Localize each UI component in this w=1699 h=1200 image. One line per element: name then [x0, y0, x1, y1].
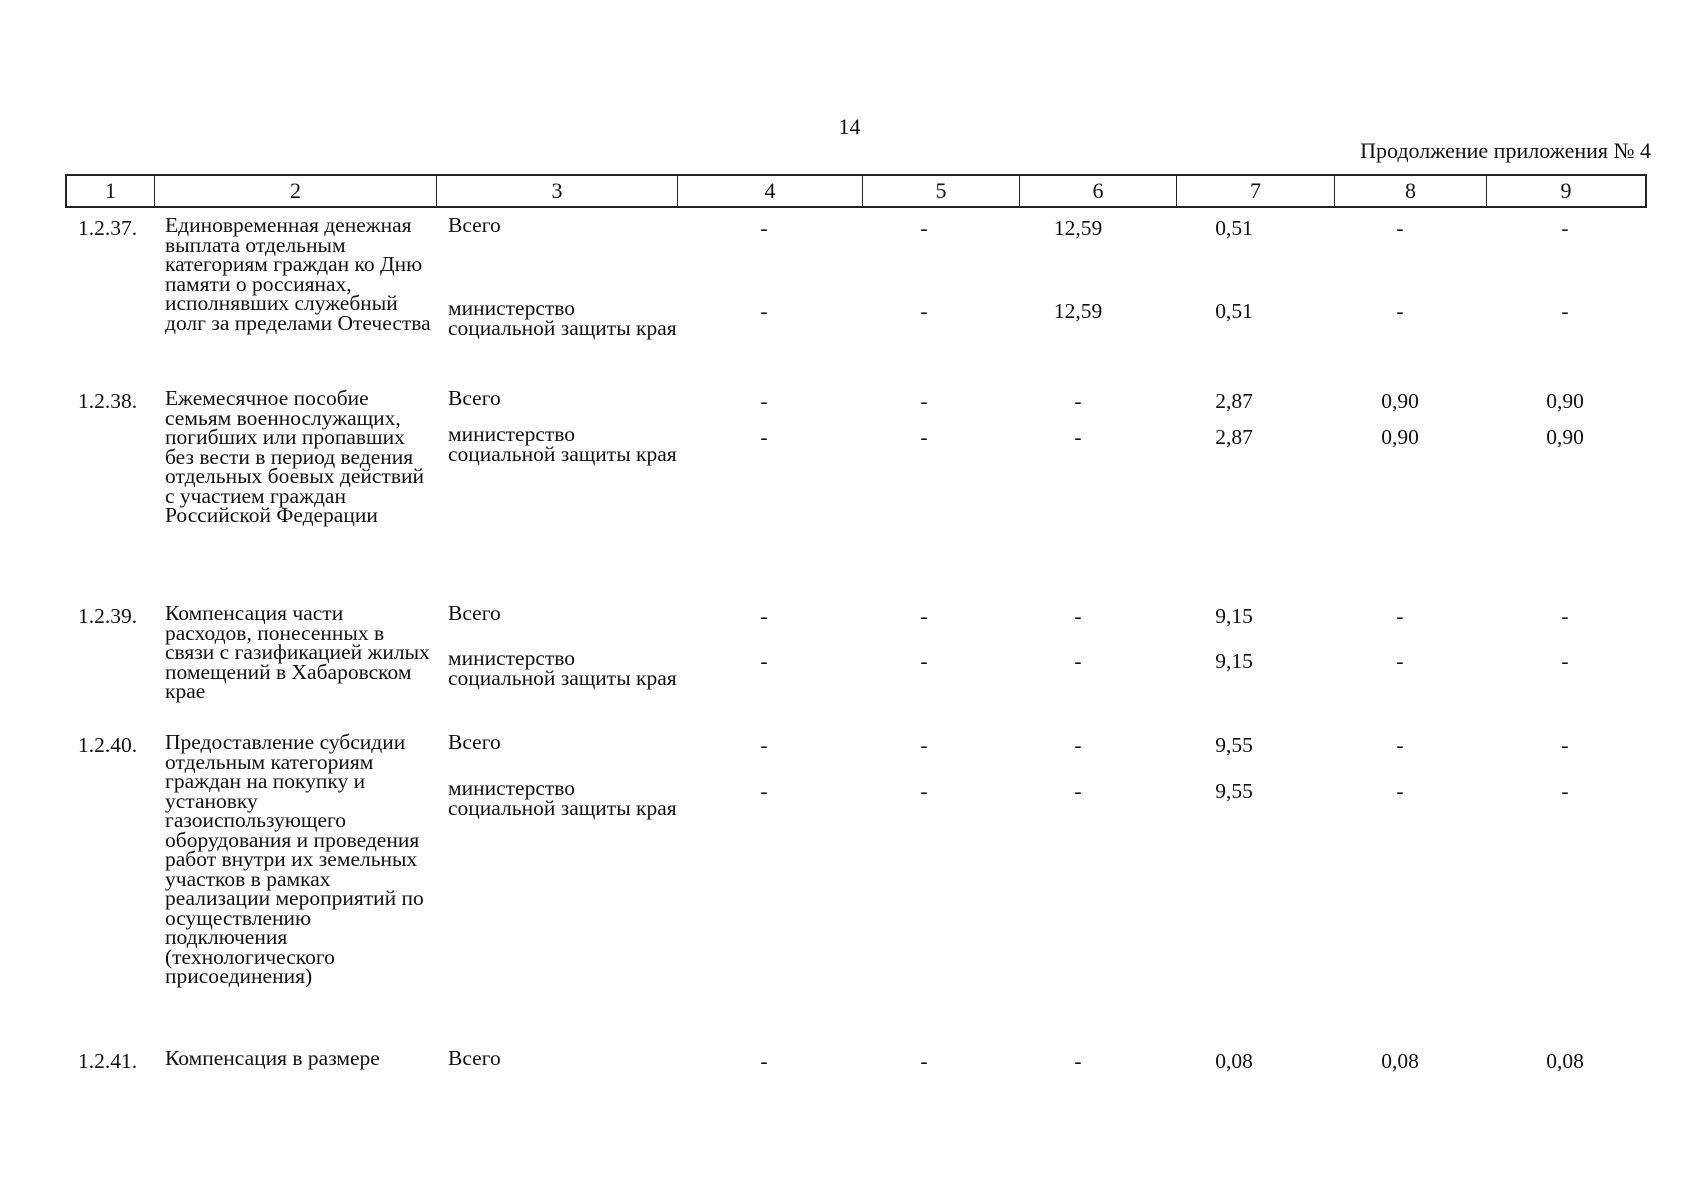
value-col-6: - [1074, 733, 1082, 757]
value-col-4: - [760, 733, 768, 757]
value-col-9: 0,90 [1546, 425, 1584, 449]
table-header [65, 174, 1647, 208]
value-col-5: - [920, 733, 928, 757]
header-col-8: 8 [1335, 176, 1487, 206]
value-col-8: - [1396, 604, 1404, 628]
subrow-source: Всего [448, 213, 501, 237]
row-description: Компенсация в размере [165, 1046, 380, 1070]
header-col-9: 9 [1560, 178, 1572, 203]
value-col-5: - [920, 216, 928, 240]
subrow-source: министерство социальной защиты края [448, 776, 677, 820]
value-col-5: - [920, 1049, 928, 1073]
value-col-4: - [760, 425, 768, 449]
value-col-8: - [1396, 299, 1404, 323]
row-number: 1.2.39. [78, 604, 138, 628]
value-col-6: 12,59 [1053, 216, 1103, 240]
value-col-6: 12,59 [1053, 299, 1103, 323]
value-col-6: - [1074, 1049, 1082, 1073]
header-col-1: 1 [67, 176, 155, 206]
value-col-6: - [1074, 649, 1082, 673]
value-col-9: - [1561, 649, 1569, 673]
value-col-9: - [1561, 604, 1569, 628]
value-col-7: 9,15 [1215, 649, 1253, 673]
page-number: 14 [838, 114, 861, 139]
value-col-9: - [1561, 216, 1569, 240]
value-col-8: 0,90 [1381, 389, 1419, 413]
value-col-9: - [1561, 779, 1569, 803]
header-col-2: 2 [155, 176, 437, 206]
value-col-8: - [1396, 216, 1404, 240]
row-number: 1.2.41. [78, 1049, 138, 1073]
value-col-4: - [760, 216, 768, 240]
value-col-7: 0,08 [1215, 1049, 1253, 1073]
subrow-source: министерство социальной защиты края [448, 422, 677, 466]
value-col-7: 9,15 [1215, 604, 1253, 628]
subrow-source: Всего [448, 601, 501, 625]
value-col-8: - [1396, 649, 1404, 673]
value-col-8: - [1396, 733, 1404, 757]
value-col-6: - [1074, 604, 1082, 628]
row-description: Единовременная денежная выплата отдельным категориям граждан ко Дню памяти о россиянах, исполнявших служебный долг за пределами Отечества [165, 213, 431, 335]
continuation-note: Продолжение приложения № 4 [1360, 138, 1651, 163]
value-col-4: - [760, 299, 768, 323]
value-col-6: - [1074, 425, 1082, 449]
subrow-source: министерство социальной защиты края [448, 296, 677, 340]
row-description: Предоставление субсидии отдельным категориям граждан на покупку и установку газоиспользующего оборудования и проведения работ внутри их земельных участков в рамках реализации мероприятий по осуществлению подключения (технологического присоединения) [165, 730, 424, 988]
value-col-5: - [920, 425, 928, 449]
subrow-source: министерство социальной защиты края [448, 646, 677, 690]
row-number: 1.2.38. [78, 389, 138, 413]
value-col-6: - [1074, 779, 1082, 803]
value-col-7: 0,51 [1215, 216, 1253, 240]
value-col-5: - [920, 779, 928, 803]
value-col-7: 9,55 [1215, 779, 1253, 803]
header-col-3: 3 [437, 176, 678, 206]
subrow-source: Всего [448, 1046, 501, 1070]
value-col-4: - [760, 604, 768, 628]
value-col-8: 0,08 [1381, 1049, 1419, 1073]
row-number: 1.2.40. [78, 733, 138, 757]
value-col-6: - [1074, 389, 1082, 413]
value-col-5: - [920, 604, 928, 628]
value-col-7: 2,87 [1215, 425, 1253, 449]
value-col-5: - [920, 299, 928, 323]
value-col-7: 0,51 [1215, 299, 1253, 323]
value-col-8: 0,90 [1381, 425, 1419, 449]
value-col-9: 0,08 [1546, 1049, 1584, 1073]
value-col-9: 0,90 [1546, 389, 1584, 413]
subrow-source: Всего [448, 386, 501, 410]
header-col-6: 6 [1020, 176, 1177, 206]
value-col-4: - [760, 779, 768, 803]
value-col-5: - [920, 389, 928, 413]
row-description: Ежемесячное пособие семьям военнослужащих, погибших или пропавших без вести в период ведения отдельных боевых действий с участием граждан Российской Федерации [165, 386, 424, 527]
subrow-source: Всего [448, 730, 501, 754]
value-col-5: - [920, 649, 928, 673]
value-col-4: - [760, 389, 768, 413]
value-col-9: - [1561, 733, 1569, 757]
header-col-5: 5 [863, 176, 1020, 206]
header-col-4: 4 [678, 176, 863, 206]
header-col-7: 7 [1177, 176, 1335, 206]
row-number: 1.2.37. [78, 216, 138, 240]
value-col-7: 2,87 [1215, 389, 1253, 413]
value-col-7: 9,55 [1215, 733, 1253, 757]
row-description: Компенсация части расходов, понесенных в связи с газификацией жилых помещений в Хабаровском крае [165, 601, 430, 703]
value-col-4: - [760, 1049, 768, 1073]
value-col-8: - [1396, 779, 1404, 803]
value-col-9: - [1561, 299, 1569, 323]
value-col-4: - [760, 649, 768, 673]
